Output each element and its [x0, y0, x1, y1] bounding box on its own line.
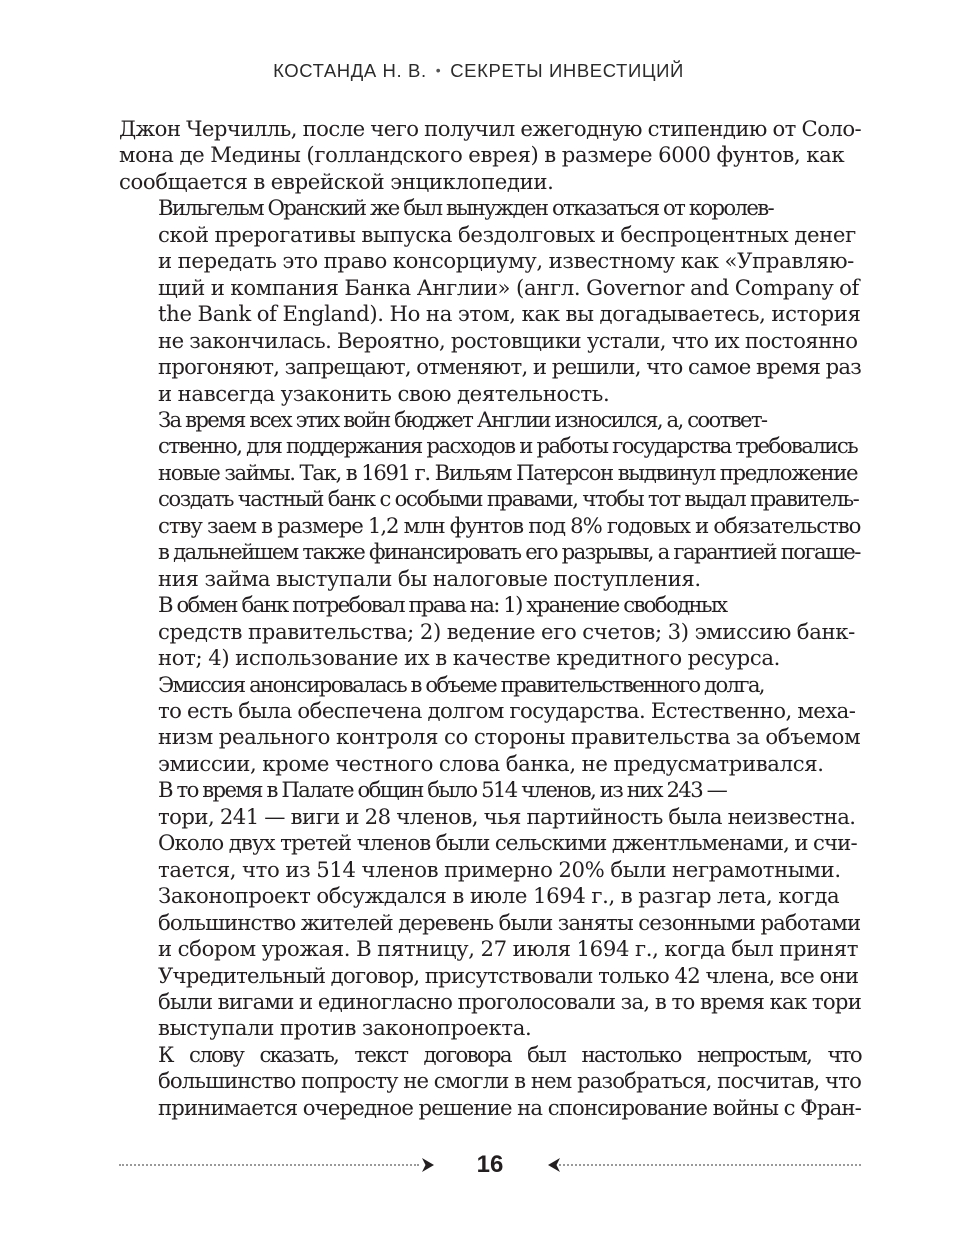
footer-dotted-rule-right	[559, 1164, 861, 1166]
page-footer	[119, 1150, 861, 1180]
text-line: тори, 241 — виги и 28 членов, чья партийность была неизвестна.	[158, 803, 856, 829]
text-line: принимается очередное решение на спонсирование войны с Фран-	[158, 1094, 861, 1120]
text-line: низм реального контроля со стороны правительства за объемом	[158, 724, 861, 750]
text-line: ству заем в размере 1,2 млн фунтов под 8% годовых и обязательство	[158, 512, 861, 538]
text-line: Джон Черчилль, после чего получил ежегодную стипендию от Соло-	[119, 116, 862, 141]
text-line: Эмиссия анонсировалась в объеме правительственного долга,	[158, 671, 764, 697]
text-line: то есть была обеспечена долгом государства. Естественно, меха-	[158, 697, 856, 723]
text-line: тается, что из 514 членов примерно 20% были неграмотными.	[158, 856, 841, 882]
text-line: и сбором урожая. В пятницу, 27 июля 1694 г., когда был принят	[158, 936, 859, 962]
text-line: За время всех этих войн бюджет Англии износился, а, соответ-	[158, 406, 767, 432]
text-line: выступали против законопроекта.	[158, 1015, 532, 1041]
paragraph	[119, 592, 861, 671]
text-line: мона де Медины (голландского еврея) в размере 6000 фунтов, как	[119, 142, 845, 168]
text-line: в дальнейшем также финансировать его разрывы, а гарантией погаше-	[158, 539, 860, 565]
text-line: щий и компания Банка Англии» (англ. Governor and Company of	[158, 274, 859, 300]
text-line: большинство жителей деревень были заняты сезонными работами	[158, 909, 861, 935]
header-book-title: СЕКРЕТЫ ИНВЕСТИЦИЙ	[450, 60, 684, 81]
paragraph	[119, 777, 861, 1042]
header-author: КОСТАНДА Н. В.	[273, 60, 427, 81]
text-line: Вильгельм Оранский же был вынужден отказаться от королев-	[158, 195, 774, 221]
text-line: средств правительства; 2) ведение его счетов; 3) эмиссию банк-	[158, 618, 855, 644]
text-line: эмиссии, кроме честного слова банка, не предусматривался.	[158, 750, 824, 776]
page-number: 16	[476, 1151, 504, 1178]
paragraph	[119, 672, 861, 778]
text-line: были вигами и единогласно проголосовали за, в то время как тори	[158, 988, 862, 1014]
text-line: новые займы. Так, в 1691 г. Вильям Патерсон выдвинул предложение	[158, 459, 858, 485]
page-body	[119, 116, 861, 1121]
paragraph	[119, 116, 861, 195]
text-line: ственно, для поддержания расходов и работы государства требовались	[158, 433, 858, 459]
text-line: ния займа выступали бы налоговые поступления.	[158, 565, 701, 591]
text-line: сообщается в еврейской энциклопедии.	[119, 168, 554, 194]
text-line: создать частный банк с особыми правами, чтобы тот выдал правитель-	[158, 486, 859, 512]
text-line: Около двух третей членов были сельскими джентльменами, и счи-	[158, 830, 857, 856]
text-line: Учредительный договор, присутствовали только 42 члена, все они	[158, 962, 859, 988]
text-line: большинство попросту не смогли в нем разобраться, посчитав, что	[158, 1068, 861, 1094]
text-line: В то время в Палате общин было 514 членов, из них 243 —	[158, 777, 727, 803]
running-header	[0, 60, 957, 82]
text-line: и передать это право консорциуму, известному как «Управляю-	[158, 248, 854, 274]
text-line: В обмен банк потребовал права на: 1) хранение свободных	[158, 592, 727, 618]
text-line: the Bank of England). Но на этом, как вы догадываетесь, история	[158, 301, 861, 327]
text-line: Законопроект обсуждался в июле 1694 г., в разгар лета, когда	[158, 883, 840, 909]
footer-dotted-rule-left	[119, 1164, 419, 1166]
text-line: ской прерогативы выпуска бездолговых и беспроцентных денег	[158, 221, 856, 247]
paragraph	[119, 407, 861, 592]
paragraph	[119, 195, 861, 407]
text-line: прогоняют, запрещают, отменяют, и решили, что самое время раз	[158, 354, 862, 380]
text-line: нот; 4) использование их в качестве кредитного ресурса.	[158, 645, 781, 671]
paragraph	[119, 1042, 861, 1121]
text-line: не закончилась. Вероятно, ростовщики устали, что их постоянно	[158, 327, 858, 353]
arrow-right-icon	[421, 1155, 435, 1175]
text-line: и навсегда узаконить свою деятельность.	[158, 380, 610, 406]
header-separator-dot: •	[435, 62, 442, 78]
text-line: К слову сказать, текст договора был настолько непростым, что	[158, 1041, 861, 1067]
